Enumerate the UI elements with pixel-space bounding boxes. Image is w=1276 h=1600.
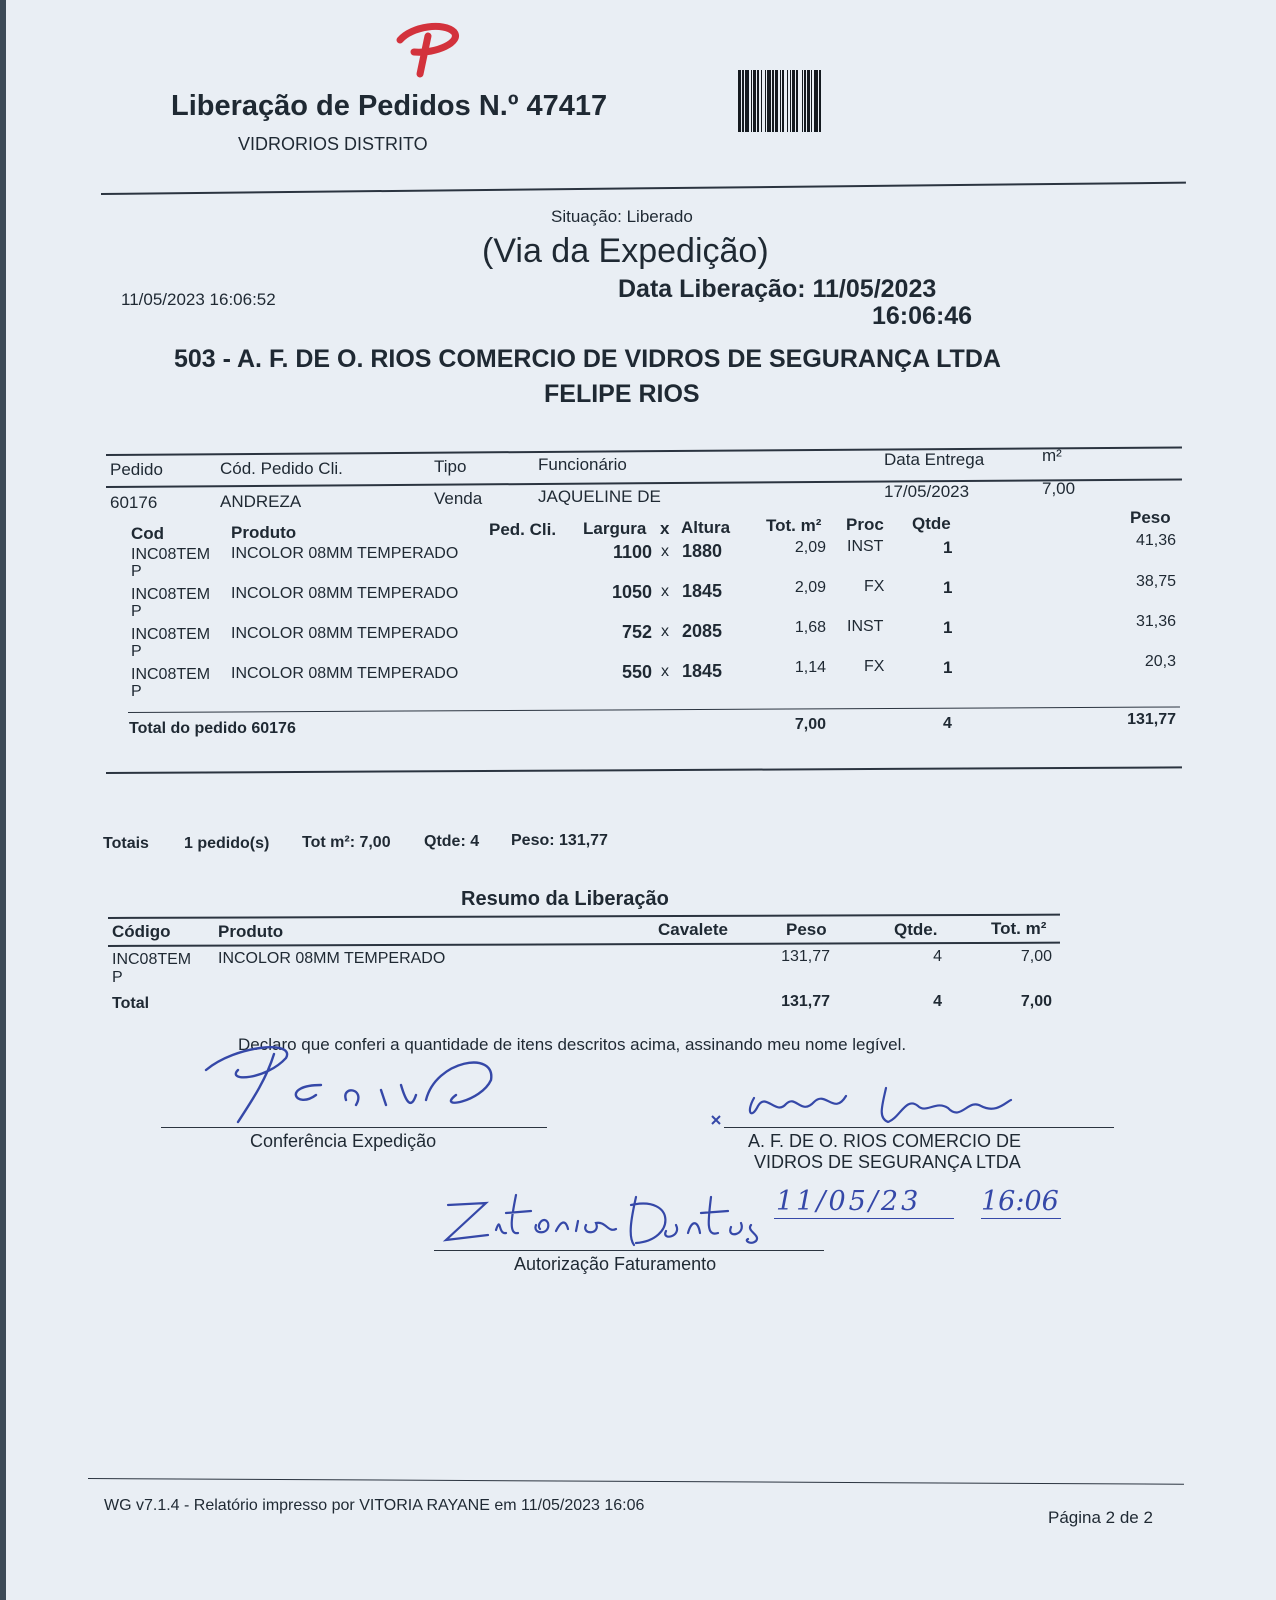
summary-total-peso: 131,77 xyxy=(781,993,830,1010)
order-funcionario: JAQUELINE DE xyxy=(538,487,661,506)
order-pedido: 60176 xyxy=(110,493,158,512)
totals-label: Totais xyxy=(103,835,149,852)
item-altura: 1845 xyxy=(682,581,723,601)
handwritten-mark xyxy=(392,18,472,80)
col-funcionario: Funcionário xyxy=(538,455,627,474)
totals-qtde: Qtde: 4 xyxy=(424,833,480,850)
order-total-label: Total do pedido 60176 xyxy=(129,720,296,737)
signature-label-conferencia: Conferência Expedição xyxy=(250,1131,437,1151)
order-table-bottom xyxy=(106,766,1182,774)
summary-cod: INC08TEM xyxy=(112,951,192,968)
order-table-top xyxy=(106,446,1182,456)
handwritten-time-underline xyxy=(981,1218,1061,1219)
item-cod: INC08TEM xyxy=(131,546,211,563)
summary-col-cavalete: Cavalete xyxy=(658,920,728,939)
summary-col-peso: Peso xyxy=(786,920,827,939)
client-name: 503 - A. F. DE O. RIOS COMERCIO DE VIDROS DE SEGURANÇA LTDA xyxy=(174,345,1001,373)
order-total-qtde: 4 xyxy=(943,715,952,732)
item-tot-m2: 1,68 xyxy=(794,619,826,636)
summary-col-qtde: Qtde. xyxy=(894,920,938,939)
item-proc: INST xyxy=(847,618,884,635)
item-qtde: 1 xyxy=(943,578,953,597)
item-col-peso: Peso xyxy=(1130,508,1171,527)
summary-qtde: 4 xyxy=(933,948,942,965)
header-divider xyxy=(101,182,1186,195)
item-qtde: 1 xyxy=(943,538,953,557)
order-total-peso: 131,77 xyxy=(1127,711,1176,728)
item-col-tot-m2: Tot. m² xyxy=(766,516,822,535)
summary-total-label: Total xyxy=(112,995,150,1012)
footer-divider xyxy=(88,1478,1184,1485)
item-largura: 1100 xyxy=(612,542,652,562)
item-tot-m2: 1,14 xyxy=(794,659,826,676)
totals-m2: Tot m²: 7,00 xyxy=(302,834,391,851)
signature-conferencia xyxy=(196,1040,516,1125)
item-peso: 41,36 xyxy=(1135,532,1176,549)
item-altura: 1880 xyxy=(682,541,723,561)
summary-col-codigo: Código xyxy=(112,922,171,941)
item-qtde: 1 xyxy=(943,618,953,637)
col-pedido: Pedido xyxy=(110,460,163,479)
signature-autorizacao xyxy=(436,1185,766,1255)
item-col-produto: Produto xyxy=(231,523,297,542)
barcode xyxy=(738,70,934,132)
item-cod-cont: P xyxy=(131,563,142,580)
signature-line-autorizacao xyxy=(434,1250,824,1251)
item-cod-cont: P xyxy=(131,643,142,660)
item-qtde: 1 xyxy=(943,658,953,677)
signature-label-company-1: A. F. DE O. RIOS COMERCIO DE xyxy=(748,1131,1022,1151)
release-date: Data Liberação: 11/05/2023 xyxy=(618,275,937,303)
footer-printed-by: WG v7.1.4 - Relatório impresso por VITORIA RAYANE em 11/05/2023 16:06 xyxy=(104,1497,645,1514)
handwritten-date: 11/05/23 xyxy=(776,1186,922,1217)
totals-pedidos: 1 pedido(s) xyxy=(184,835,270,852)
item-altura: 2085 xyxy=(682,621,723,641)
summary-produto: INCOLOR 08MM TEMPERADO xyxy=(218,950,446,967)
item-proc: FX xyxy=(864,658,885,675)
item-cod: INC08TEM xyxy=(131,666,211,683)
release-time: 16:06:46 xyxy=(872,302,973,330)
signature-company xyxy=(706,1082,1016,1132)
item-tot-m2: 2,09 xyxy=(794,579,826,596)
summary-peso: 131,77 xyxy=(781,948,830,965)
summary-tot-m2: 7,00 xyxy=(1020,948,1052,965)
item-peso: 31,36 xyxy=(1135,613,1176,630)
signature-label-autorizacao: Autorização Faturamento xyxy=(514,1254,717,1274)
summary-col-produto: Produto xyxy=(218,922,284,941)
totals-peso: Peso: 131,77 xyxy=(511,832,608,849)
item-peso: 20,3 xyxy=(1144,653,1176,670)
company-name: VIDRORIOS DISTRITO xyxy=(238,134,428,154)
summary-title: Resumo da Liberação xyxy=(461,888,669,910)
item-produto: INCOLOR 08MM TEMPERADO xyxy=(231,545,459,562)
col-data-entrega: Data Entrega xyxy=(884,450,985,469)
col-cod-pedido-cli: Cód. Pedido Cli. xyxy=(220,459,343,478)
footer-page: Página 2 de 2 xyxy=(1048,1508,1153,1527)
page-title: Liberação de Pedidos N.º 47417 xyxy=(171,90,608,122)
handwritten-date-underline xyxy=(774,1218,954,1219)
item-proc: INST xyxy=(847,538,884,555)
document-page xyxy=(6,0,1276,1600)
item-x: x xyxy=(661,623,669,640)
order-total-divider xyxy=(128,706,1180,713)
signature-label-company-2: VIDROS DE SEGURANÇA LTDA xyxy=(754,1152,1021,1172)
item-x: x xyxy=(661,583,669,600)
item-cod: INC08TEM xyxy=(131,586,211,603)
order-cod-pedido-cli: ANDREZA xyxy=(220,492,302,511)
item-col-cod: Cod xyxy=(131,524,165,543)
item-peso: 38,75 xyxy=(1135,573,1176,590)
item-largura: 1050 xyxy=(611,582,652,602)
item-cod-cont: P xyxy=(131,603,142,620)
item-produto: INCOLOR 08MM TEMPERADO xyxy=(231,625,459,642)
summary-total-tot-m2: 7,00 xyxy=(1020,993,1052,1010)
status-text: Situação: Liberado xyxy=(551,207,693,226)
item-col-x: x xyxy=(660,519,670,538)
col-tipo: Tipo xyxy=(434,457,467,476)
order-m2: 7,00 xyxy=(1042,479,1076,498)
signature-line-conferencia xyxy=(161,1127,547,1128)
client-contact: FELIPE RIOS xyxy=(544,380,700,408)
summary-top xyxy=(108,914,1060,919)
summary-col-tot-m2: Tot. m² xyxy=(991,919,1047,938)
item-proc: FX xyxy=(864,578,885,595)
item-col-altura: Altura xyxy=(681,518,731,537)
print-datetime: 11/05/2023 16:06:52 xyxy=(121,290,276,309)
item-cod: INC08TEM xyxy=(131,626,211,643)
item-largura: 550 xyxy=(621,662,652,682)
item-x: x xyxy=(661,543,669,560)
via-label: (Via da Expedição) xyxy=(482,232,769,270)
item-col-qtde: Qtde xyxy=(912,514,951,533)
handwritten-time: 16:06 xyxy=(981,1186,1059,1217)
summary-cod-cont: P xyxy=(112,969,123,986)
signature-line-company xyxy=(724,1127,1114,1128)
item-cod-cont: P xyxy=(131,683,142,700)
order-data-entrega: 17/05/2023 xyxy=(884,482,970,501)
order-total-m2: 7,00 xyxy=(794,716,826,733)
declaration-text: Declaro que conferi a quantidade de itens descritos acima, assinando meu nome legível. xyxy=(238,1035,907,1054)
item-produto: INCOLOR 08MM TEMPERADO xyxy=(231,665,459,682)
item-x: x xyxy=(661,663,669,680)
item-col-proc: Proc xyxy=(846,515,884,534)
summary-header-divider xyxy=(108,942,1060,947)
summary-total-qtde: 4 xyxy=(933,993,942,1010)
item-produto: INCOLOR 08MM TEMPERADO xyxy=(231,585,459,602)
order-tipo: Venda xyxy=(434,489,483,508)
item-col-largura: Largura xyxy=(583,519,647,538)
item-altura: 1845 xyxy=(682,661,723,681)
item-col-ped-cli: Ped. Cli. xyxy=(489,520,557,539)
col-m2: m² xyxy=(1042,446,1062,465)
item-largura: 752 xyxy=(621,622,652,642)
item-tot-m2: 2,09 xyxy=(794,539,826,556)
